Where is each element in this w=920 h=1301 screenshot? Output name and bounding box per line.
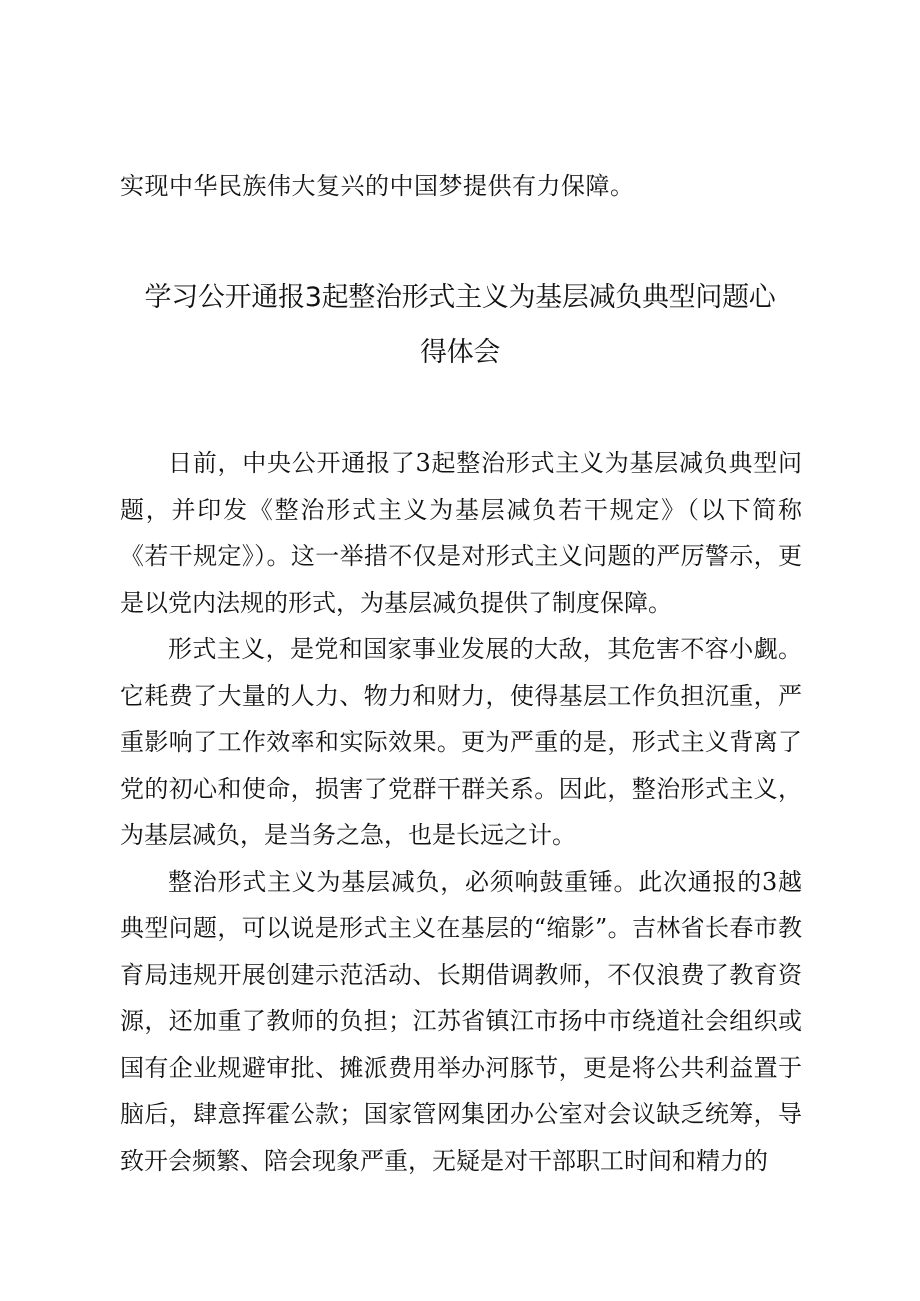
article-title [120,270,800,380]
paragraph-1: 日前，中央公开通报了3起整治形式主义为基层减负典型问题，并印发《整治形式主义为基层减负若干规定》（以下简称《若干规定》）。这一举措不仅是对形式主义问题的严厉警示，更是以党内法规的形式，为基层减负提供了制度保障。 [120,449,802,617]
paragraph-3: 整治形式主义为基层减负，必须响鼓重锤。此次通报的3越典型问题，可以说是形式主义在基层的“缩影”。吉林省长春市教育局违规开展创建示范活动、长期借调教师，不仅浪费了教育资源，还加重了教师的负担；江苏省镇江市扬中市绕道社会组织或国有企业规避审批、摊派费用举办河豚节，更是将公共利益置于脑后，肆意挥霍公款；国家管网集团办公室对会议缺乏统筹，导致开会频繁、陪会现象严重，无疑是对干部职工时间和精力的 [120,867,802,1175]
article-title-line-1: 学习公开通报3起整治形式主义为基层减负典型问题心 [144,282,776,313]
paragraph-2: 形式主义，是党和国家事业发展的大敌，其危害不容小觑。它耗费了大量的人力、物力和财力，使得基层工作负担沉重，严重影响了工作效率和实际效果。更为严重的是，形式主义背离了党的初心和使命，损害了党群干群关系。因此，整治形式主义，为基层减负，是当务之急，也是长远之计。 [120,635,802,849]
article-body [120,440,802,1184]
article-title-line-2: 得体会 [419,337,501,368]
continued-text-line: 实现中华民族伟大复兴的中国梦提供有力保障。 [120,172,635,200]
